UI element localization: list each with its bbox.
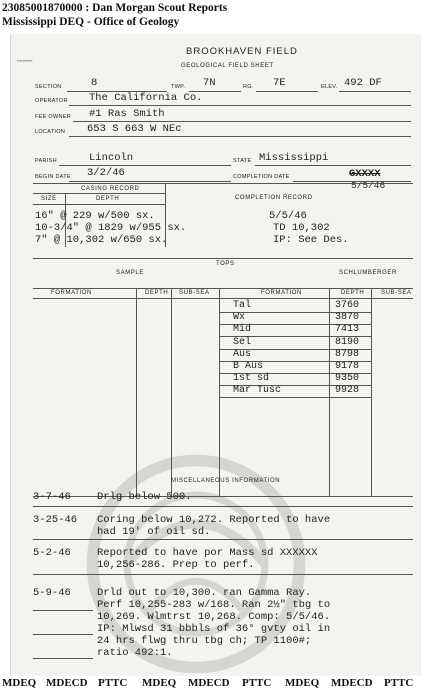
casing-row-1: 16" @ 229 w/500 sx. [35, 210, 155, 222]
section-value: 8 [91, 77, 98, 89]
completion-line-2: TD 10,302 [273, 222, 330, 234]
tops-col-depth-1: DEPTH [145, 290, 169, 296]
footer-item: PTTC [242, 677, 272, 689]
footer-item: MDECD [188, 677, 230, 689]
misc-line-1-1: Drlg below 500. [97, 491, 192, 503]
tops-row-formation: Tal [233, 300, 252, 311]
elev-label: ELEV. [321, 84, 338, 90]
tops-row-depth: 9178 [335, 361, 360, 372]
tops-row-rule [219, 397, 371, 398]
misc-line-2-1: Coring below 10,272. Reported to have [97, 514, 331, 526]
tops-row-formation: Wx [233, 312, 246, 324]
begin-date-label: BEGIN DATE [35, 174, 71, 180]
fee-owner-value: #1 Ras Smith [89, 108, 165, 120]
state-label: STATE [233, 158, 252, 164]
misc-date-1: 3-7-46 [33, 491, 71, 503]
misc-date-2: 3-25-46 [33, 514, 78, 526]
misc-line-4-4: IP: Mlwsd 31 bbbls of 36° gvty oil in [97, 623, 331, 635]
form-code: ▪▪▪▪▪▪▪▪▪▪▪ [17, 58, 33, 63]
tops-row-formation: B Aus [233, 361, 264, 372]
completion-date-value: 5/5/46 [351, 180, 386, 191]
casing-row-2: 10-3/4" @ 1829 w/955 sx. [35, 222, 187, 234]
tops-row-depth: 8190 [335, 336, 360, 348]
location-value: 653 S 663 W NEc [87, 123, 182, 135]
misc-title: MISCELLANEOUS INFORMATION [171, 478, 281, 484]
parish-label: PARISH [35, 158, 57, 164]
document-id-header: 23085001870000 : Dan Morgan Scout Reports [2, 2, 228, 14]
rg-value: 7E [273, 77, 286, 89]
tops-row-formation: 1st sd [233, 373, 270, 385]
tops-row-formation: Sel [233, 336, 252, 348]
tops-row-formation: Aus [233, 348, 252, 360]
misc-line-3-2: 10,256-286. Prep to perf. [97, 559, 255, 571]
field-name: BROOKHAVEN FIELD [186, 46, 298, 57]
tops-col-subsea-2: SUB-SEA [381, 290, 412, 296]
twp-value: 7N [203, 77, 216, 89]
footer-item: MDEQ [285, 677, 320, 689]
operator-label: OPERATOR [35, 98, 68, 104]
footer-item: MDEQ [2, 677, 37, 689]
operator-value: The California Co. [89, 92, 203, 104]
rg-label: RG. [243, 84, 254, 90]
tops-row-depth: 7413 [335, 324, 360, 336]
tops-row-depth: 9350 [335, 373, 360, 385]
footer-item: PTTC [98, 677, 128, 689]
twp-label: TWP. [171, 84, 186, 90]
parish-value: Lincoln [89, 152, 134, 164]
tops-schlumberger-label: SCHLUMBERGER [339, 270, 397, 276]
misc-line-4-6: ratio 492:1. [97, 647, 173, 659]
misc-line-2-2: had 19' of oil sd. [97, 526, 211, 538]
tops-col-formation-1: FORMATION [51, 290, 92, 296]
scout-report-sheet [10, 34, 421, 676]
section-label: SECTION [35, 84, 62, 90]
footer-item: MDEQ [142, 677, 177, 689]
fee-owner-label: FEE OWNER [35, 114, 72, 120]
misc-line-4-2: Perf 10,255-283 w/168. Ran 2½" tbg to [97, 599, 331, 611]
begin-date-value: 3/2/46 [87, 167, 125, 179]
misc-date-4: 5-9-46 [33, 587, 71, 599]
footer-item: MDECD [331, 677, 373, 689]
tops-row-formation: Mid [233, 324, 252, 336]
casing-record-title: CASING RECORD [81, 186, 140, 192]
casing-depth-header: DEPTH [96, 196, 120, 202]
completion-record-title: COMPLETION RECORD [235, 195, 313, 201]
casing-row-3: 7" @ 10,302 w/650 sx. [35, 234, 168, 246]
casing-size-header: SIZE [41, 196, 57, 202]
footer-item: MDECD [46, 677, 88, 689]
misc-line-4-5: 24 hrs flwg thru tbg ch; TP 1100#; [97, 635, 312, 647]
misc-line-3-1: Reported to have por Mass sd XXXXXX [97, 547, 318, 559]
agency-header: Mississippi DEQ - Office of Geology [2, 16, 180, 28]
tops-row-depth: 8798 [335, 348, 360, 360]
tops-col-subsea-1: SUB-SEA [179, 290, 210, 296]
tops-col-depth-2: DEPTH [341, 290, 365, 296]
tops-row-formation: Mar Tusc [233, 385, 282, 397]
completion-line-1: 5/5/46 [269, 210, 307, 222]
tops-row-depth: 3760 [335, 300, 360, 311]
elev-value: 492 DF [344, 77, 382, 89]
tops-row-depth: 9928 [335, 385, 360, 397]
misc-line-4-1: Drld out to 10,300. ran Gamma Ray. [97, 587, 312, 599]
tops-col-formation-2: FORMATION [261, 290, 302, 296]
footer-item: PTTC [384, 677, 414, 689]
completion-date-label: COMPLETION DATE [233, 174, 290, 180]
form-title: GEOLOGICAL FIELD SHEET [181, 63, 274, 69]
misc-date-3: 5-2-46 [33, 547, 71, 559]
location-label: LOCATION [35, 129, 66, 135]
tops-row-depth: 3870 [335, 312, 360, 324]
tops-sample-label: SAMPLE [116, 270, 144, 276]
completion-line-3: IP: See Des. [273, 234, 349, 246]
state-value: Mississippi [259, 152, 329, 164]
misc-line-4-3: 10,269. Wlmtrst 10,268. Comp: 5/5/46. [97, 611, 331, 623]
completion-date-struck: GXXXX [349, 168, 381, 180]
tops-title: TOPS [216, 261, 235, 267]
